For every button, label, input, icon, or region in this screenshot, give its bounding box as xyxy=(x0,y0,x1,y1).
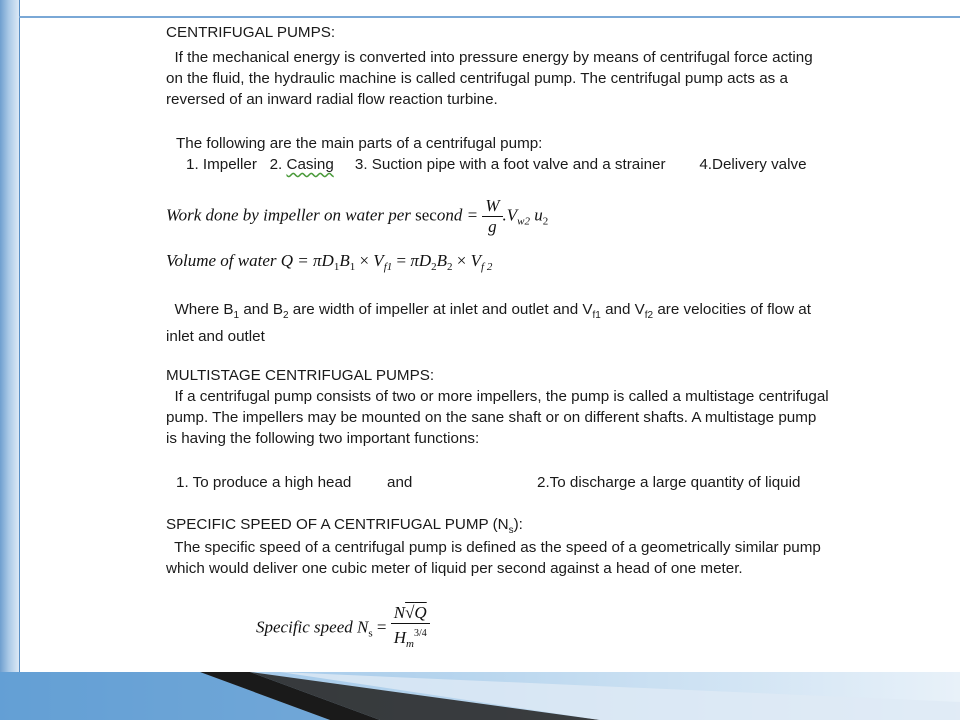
paragraph-line: is having the following two important functions: xyxy=(166,430,480,447)
paragraph-line: If a centrifugal pump consists of two or more impellers, the pump is called a multistage centrifugal xyxy=(166,388,829,405)
formula-work-done: Work done by impeller on water per second = $\frac{W}{g}$ $.V_{w2}$ $u_2$ xyxy=(166,196,549,236)
part-item: Casing xyxy=(286,156,334,173)
paragraph-line: which would deliver one cubic meter of liquid per second against a head of one meter. xyxy=(166,560,743,577)
function-2: 2.To discharge a large quantity of liquid xyxy=(537,474,801,491)
paragraph-multistage xyxy=(166,386,860,449)
heading-specific-speed: SPECIFIC SPEED OF A CENTRIFUGAL PUMP $(N_s)$: xyxy=(166,516,523,537)
paragraph-line: If the mechanical energy is converted into pressure energy by means of centrifugal force acting xyxy=(166,49,813,66)
fraction-ns: $\frac{N√Q}{H_m^{3/4}}$ xyxy=(391,603,430,654)
paragraph-line: on the fluid, the hydraulic machine is called centrifugal pump. The centrifugal pump acts as a xyxy=(166,70,788,87)
paragraph-line: pump. The impellers may be mounted on the sane shaft or on different shafts. A multistage pump xyxy=(166,409,817,426)
heading-centrifugal-pumps: CENTRIFUGAL PUMPS: xyxy=(166,24,336,41)
part-item: 4.Delivery valve xyxy=(699,156,807,173)
fraction-w-over-g: $\frac{W}{g}$ xyxy=(482,196,502,237)
paragraph-where-definitions xyxy=(166,299,860,347)
paragraph-line: Where $B_1$ and $B_2$ are width of impeller at inlet and outlet and $V_{f1}$ and $V_{f2}$ are velocities of flow at xyxy=(166,301,811,322)
part-item: 1. Impeller xyxy=(186,156,257,173)
function-1: 1. To produce a high head xyxy=(176,474,352,491)
paragraph-line: The specific speed of a centrifugal pump is defined as the speed of a geometrically similar pump xyxy=(166,539,821,556)
parts-list xyxy=(186,154,807,175)
part-item: 2. xyxy=(269,156,283,173)
paragraph-line: reversed of an inward radial flow reaction turbine. xyxy=(166,91,498,108)
paragraph-line: inlet and outlet xyxy=(166,328,265,346)
function-and: and xyxy=(387,474,413,491)
paragraph-specific-speed xyxy=(166,537,860,579)
formula-volume-of-water: Volume of water $Q = \pi D_1B_1 \times V_{f1} = \pi D_2B_2 \times V_{f 2}$ xyxy=(166,251,493,273)
part-item: 3. Suction pipe with a foot valve and a strainer xyxy=(354,156,666,173)
formula-specific-speed: Specific speed $N_s$ = $\frac{N√Q}{H_m^{3/4}}$ xyxy=(256,603,430,654)
paragraph-centrifugal-definition xyxy=(166,47,860,110)
heading-multistage-pumps: MULTISTAGE CENTRIFUGAL PUMPS: xyxy=(166,367,435,384)
parts-intro: The following are the main parts of a centrifugal pump: xyxy=(176,135,543,152)
